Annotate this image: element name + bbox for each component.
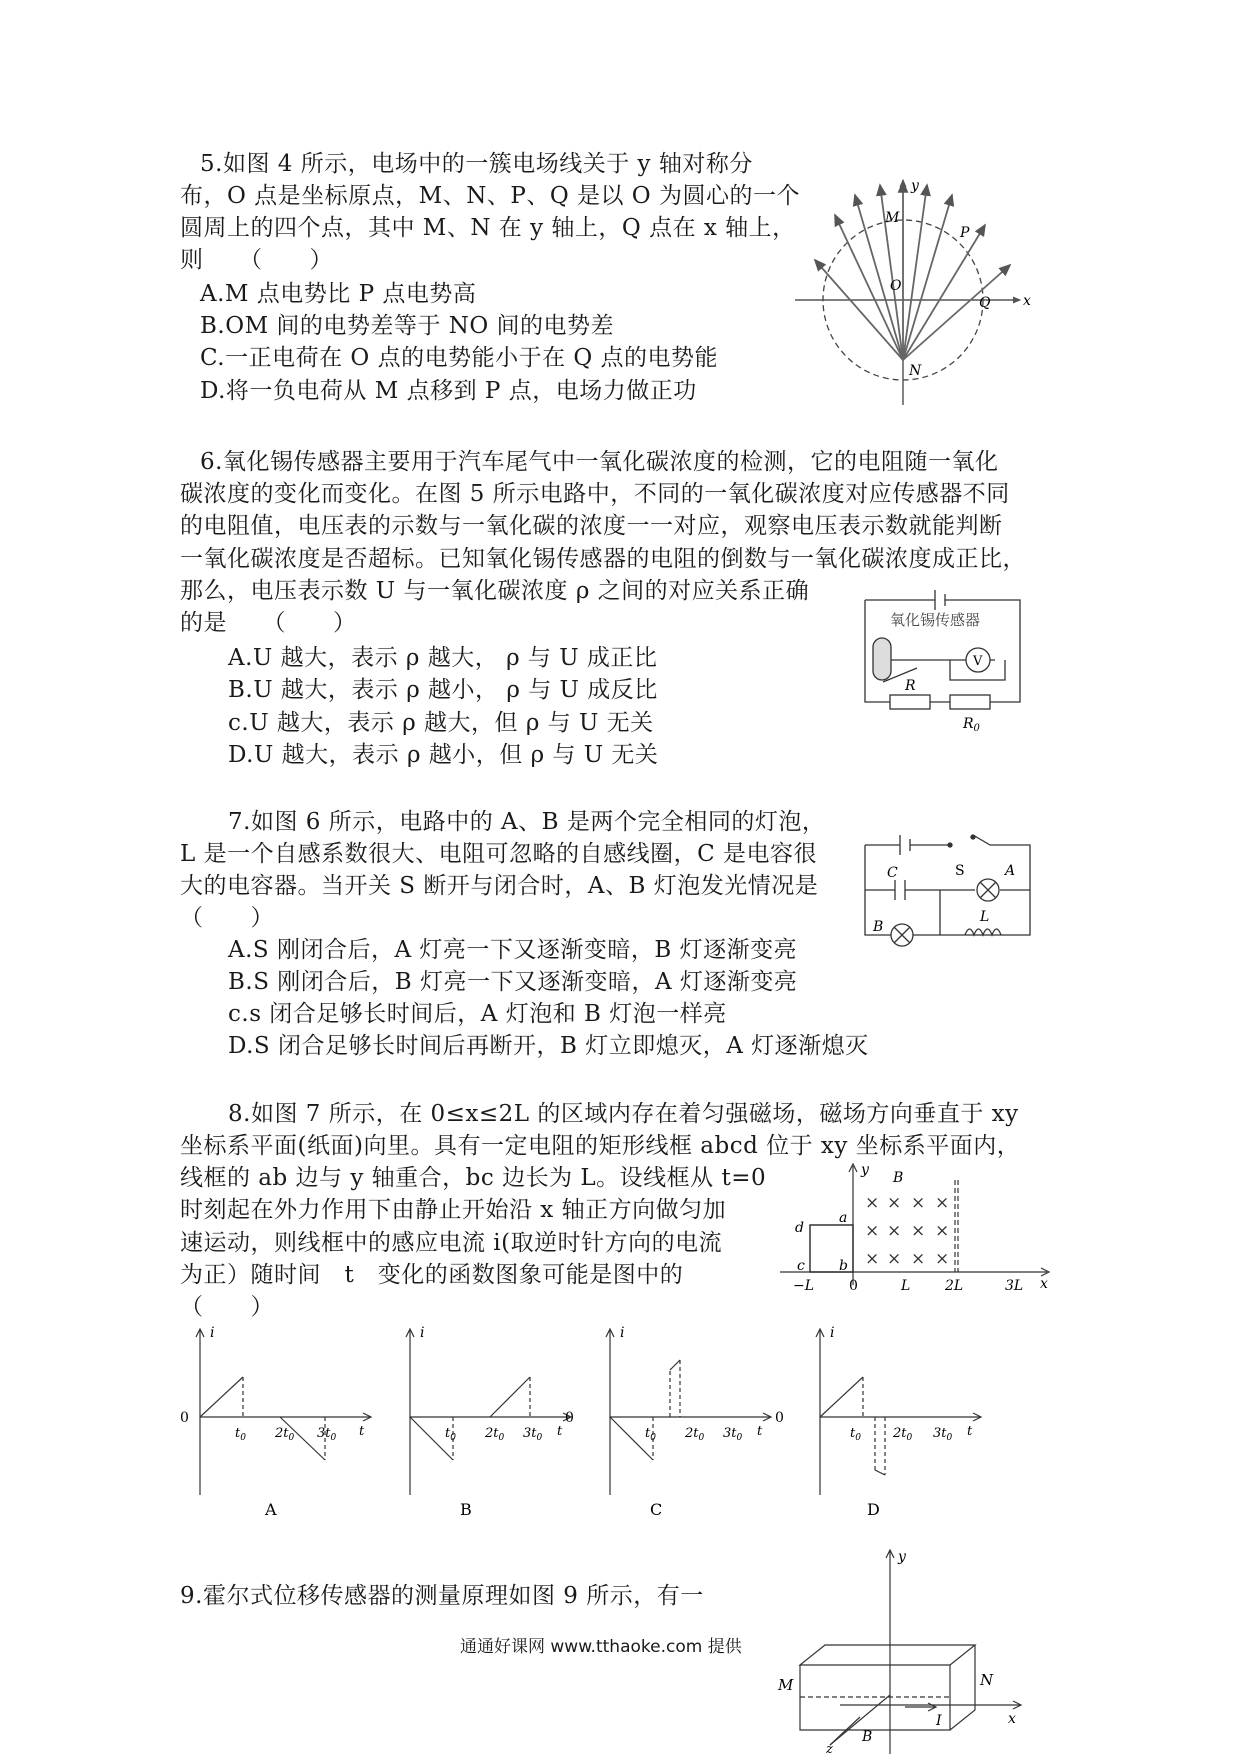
graph-c [565, 1325, 771, 1519]
fig6-l-label: L [980, 909, 990, 925]
svg-text:0: 0 [775, 1410, 784, 1426]
q6-line-5: 那么，电压表示数 U 与一氧化碳浓度 ρ 之间的对应关系正确 [180, 578, 810, 604]
q5-line-4: 则 （ ） [180, 247, 333, 273]
svg-text:×: × [887, 1249, 902, 1269]
q7-line-4: （ ） [180, 905, 274, 931]
fig6-a-label: A [1005, 863, 1016, 879]
svg-text:3t0: $3t_0$ [523, 1426, 543, 1443]
figure-7-magnetic-field [775, 1160, 1055, 1295]
q8-answer-graphs [175, 1325, 1035, 1525]
fig7-tick-neg-l: −L [793, 1278, 815, 1294]
graph-c-label: C [650, 1500, 663, 1519]
fig7-tick-2l: 2L [945, 1278, 964, 1294]
svg-text:0: 0 [180, 1410, 189, 1426]
svg-text:×: × [911, 1221, 926, 1241]
q7-option-c: c.s 闭合足够长时间后，A 灯泡和 B 灯泡一样亮 [228, 1001, 727, 1027]
q7-option-d: D.S 闭合足够长时间后再断开，B 灯立即熄灭，A 灯逐渐熄灭 [228, 1033, 869, 1059]
q5-option-c: C.一正电荷在 O 点的电势能小于在 Q 点的电势能 [200, 345, 719, 371]
graph-a [180, 1325, 371, 1519]
svg-text:t: t [967, 1424, 973, 1439]
q6-option-b: B.U 越大，表示 ρ 越小， ρ 与 U 成反比 [228, 677, 658, 703]
fig9-i-label: I [936, 1713, 942, 1729]
q5-line-2: 布，O 点是坐标原点，M、N、P、Q 是以 O 为圆心的一个 [180, 183, 800, 209]
q8-line-6: 为正）随时间 t 变化的函数图象可能是图中的 [180, 1262, 684, 1288]
graph-d-label: D [867, 1500, 880, 1519]
svg-text:×: × [865, 1249, 880, 1269]
q7-option-a: A.S 刚闭合后，A 灯亮一下又逐渐变暗，B 灯逐渐变亮 [228, 937, 798, 963]
q8-line-1: 8.如图 7 所示，在 0≤x≤2L 的区域内存在着匀强磁场，磁场方向垂直于 xy [228, 1101, 1019, 1127]
graph-a-label: A [265, 1500, 277, 1519]
fig5-voltmeter-label: V [973, 654, 983, 669]
svg-text:×: × [935, 1193, 950, 1213]
q8-line-4: 时刻起在外力作用下由静止开始沿 x 轴正方向做匀加 [180, 1197, 727, 1223]
svg-text:×: × [911, 1249, 926, 1269]
fig7-b-corner-label: b [839, 1258, 848, 1274]
svg-text:t: t [557, 1424, 563, 1439]
fig4-p-label: P [960, 225, 970, 241]
graph-d [775, 1325, 981, 1519]
svg-text:t0: $t_0$ [850, 1426, 861, 1443]
fig4-y-label: y [911, 178, 919, 194]
fig7-d-label: d [795, 1220, 804, 1236]
q6-option-d: D.U 越大，表示 ρ 越小，但 ρ 与 U 无关 [228, 742, 659, 768]
fig4-m-label: M [885, 210, 900, 226]
svg-text:×: × [865, 1221, 880, 1241]
fig4-n-label: N [909, 363, 922, 379]
svg-text:2t0: $2t_0$ [485, 1426, 505, 1443]
fig9-x-label: x [1008, 1711, 1016, 1727]
fig4-o-label: O [890, 278, 902, 294]
svg-text:×: × [865, 1193, 880, 1213]
figure-5-sensor-circuit [845, 580, 1035, 735]
q9-line-1: 9.霍尔式位移传感器的测量原理如图 9 所示，有一 [180, 1583, 704, 1609]
q8-line-5: 速运动，则线框中的感应电流 i(取逆时针方向的电流 [180, 1230, 723, 1256]
fig6-s-label: S [955, 863, 965, 879]
figure-6-lc-circuit [855, 825, 1040, 955]
q6-line-6: 的是 （ ） [180, 610, 357, 636]
q5-option-d: D.将一负电荷从 M 点移到 P 点，电场力做正功 [200, 378, 697, 404]
fig6-c-label: C [887, 865, 898, 881]
svg-text:×: × [935, 1221, 950, 1241]
fig7-a-label: a [839, 1210, 848, 1226]
q5-option-b: B.OM 间的电势差等于 NO 间的电势差 [200, 313, 615, 339]
q6-line-4: 一氧化碳浓度是否超标。已知氧化锡传感器的电阻的倒数与一氧化碳浓度成正比， [180, 546, 1026, 572]
fig9-z-label: z [826, 1742, 833, 1754]
q8-line-2: 坐标系平面(纸面)向里。具有一定电阻的矩形线框 abcd 位于 xy 坐标系平面内， [180, 1133, 1021, 1159]
svg-text:3t0: $3t_0$ [317, 1426, 337, 1443]
fig5-sensor-label: 氧化锡传感器 [890, 611, 981, 629]
svg-text:i: i [420, 1325, 425, 1341]
svg-text:2t0: $2t_0$ [893, 1426, 913, 1443]
fig9-b-label: B [862, 1729, 873, 1745]
q6-option-c: c.U 越大，表示 ρ 越大，但 ρ 与 U 无关 [228, 710, 654, 736]
q6-line-2: 碳浓度的变化而变化。在图 5 所示电路中，不同的一氧化碳浓度对应传感器不同 [180, 481, 1010, 507]
fig7-tick-0: 0 [849, 1278, 858, 1294]
graph-b-label: B [460, 1500, 472, 1519]
fig5-r-label: R [905, 678, 916, 694]
svg-text:×: × [911, 1193, 926, 1213]
svg-text:2t0: $2t_0$ [685, 1426, 705, 1443]
q7-line-3: 大的电容器。当开关 S 断开与闭合时，A、B 灯泡发光情况是 [180, 873, 819, 899]
svg-text:i: i [830, 1325, 835, 1341]
fig7-y-label: y [861, 1162, 869, 1178]
svg-text:t0: $t_0$ [645, 1426, 656, 1443]
svg-text:i: i [620, 1325, 625, 1341]
fig4-q-label: Q [979, 295, 991, 311]
svg-text:×: × [887, 1193, 902, 1213]
q8-line-7: （ ） [180, 1294, 274, 1320]
svg-text:i: i [210, 1325, 215, 1341]
svg-text:×: × [887, 1221, 902, 1241]
svg-text:t: t [757, 1424, 763, 1439]
svg-text:×: × [935, 1249, 950, 1269]
svg-text:t0: $t_0$ [235, 1426, 246, 1443]
fig7-b-label: B [893, 1170, 904, 1186]
q7-option-b: B.S 刚闭合后，B 灯亮一下又逐渐变暗，A 灯逐渐变亮 [228, 969, 798, 995]
fig6-b-label: B [873, 919, 884, 935]
q8-line-3: 线框的 ab 边与 y 轴重合，bc 边长为 L。设线框从 t=0 [180, 1165, 767, 1191]
q7-line-2: L 是一个自感系数很大、电阻可忽略的自感线圈，C 是电容很 [180, 841, 817, 867]
svg-text:t0: $t_0$ [445, 1426, 456, 1443]
fig4-x-label: x [1023, 293, 1031, 309]
fig9-y-label: y [898, 1549, 906, 1565]
figure-4-electric-field [795, 170, 1045, 410]
svg-text:3t0: $3t_0$ [723, 1426, 743, 1443]
fig7-c-label: c [797, 1258, 805, 1274]
q6-option-a: A.U 越大，表示 ρ 越大， ρ 与 U 成正比 [228, 645, 658, 671]
footer-source: 通通好课网 www.tthaoke.com 提供 [460, 1637, 742, 1657]
svg-text:0: 0 [565, 1410, 574, 1426]
q5-option-a: A.M 点电势比 P 点电势高 [200, 281, 477, 307]
fig9-n-label: N [980, 1671, 994, 1689]
fig7-tick-l: L [901, 1278, 911, 1294]
fig5-r0-label: $R_0$ [963, 716, 980, 734]
fig9-m-label: M [778, 1676, 794, 1694]
q5-line-3: 圆周上的四个点，其中 M、N 在 y 轴上，Q 点在 x 轴上， [180, 215, 796, 241]
q6-line-3: 的电阻值，电压表的示数与一氧化碳的浓度一一对应，观察电压表示数就能判断 [180, 513, 1003, 539]
fig7-x-label: x [1040, 1276, 1048, 1292]
q7-line-1: 7.如图 6 所示，电路中的 A、B 是两个完全相同的灯泡， [228, 809, 826, 835]
graph-b [406, 1325, 571, 1519]
q5-line-1: 5.如图 4 所示，电场中的一簇电场线关于 y 轴对称分 [200, 151, 753, 177]
figure-9-hall-sensor [770, 1545, 1030, 1754]
fig7-tick-3l: 3L [1005, 1278, 1024, 1294]
svg-text:t: t [359, 1424, 365, 1439]
svg-text:3t0: $3t_0$ [933, 1426, 953, 1443]
svg-text:2t0: $2t_0$ [275, 1426, 295, 1443]
q6-line-1: 6.氧化锡传感器主要用于汽车尾气中一氧化碳浓度的检测，它的电阻随一氧化 [200, 449, 999, 475]
